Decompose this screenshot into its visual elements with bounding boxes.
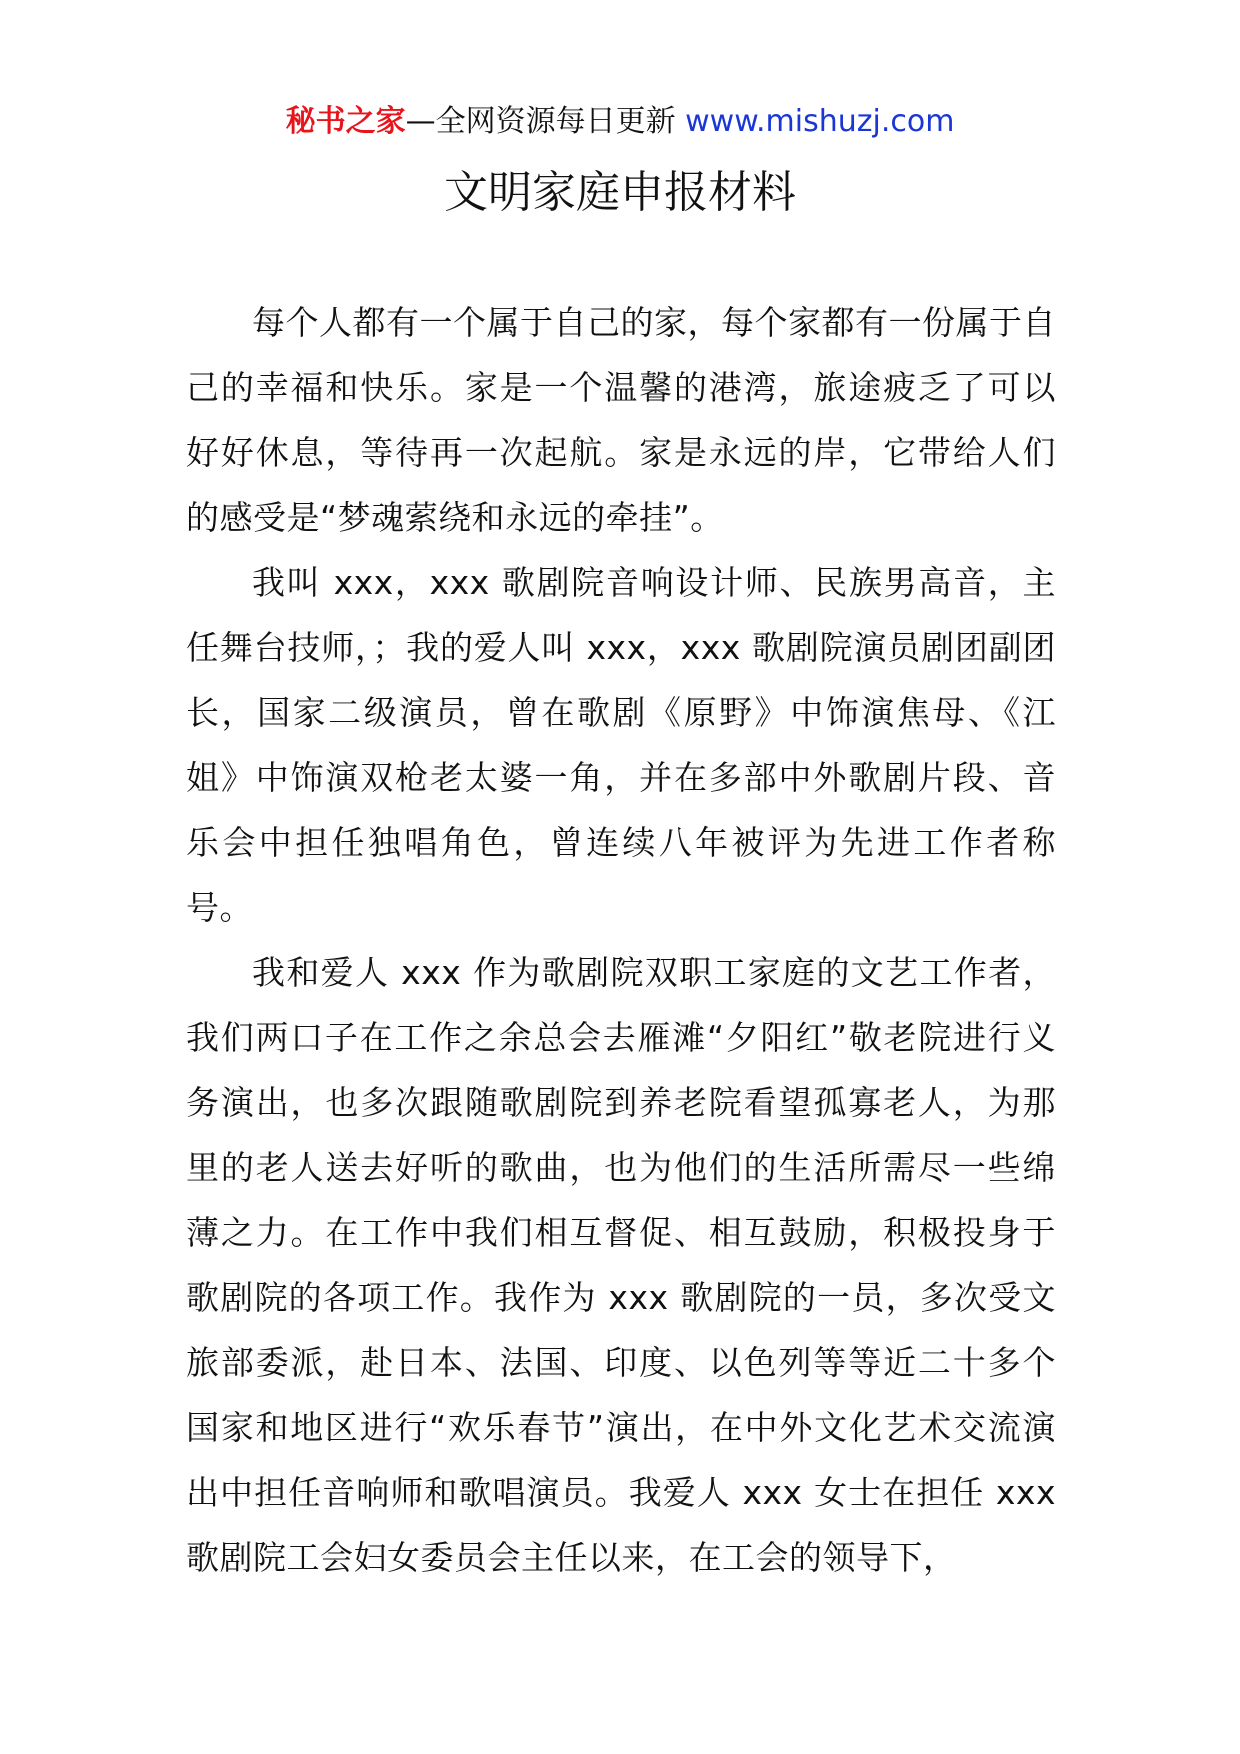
site-brand: 秘书之家	[285, 104, 406, 139]
paragraph-2: 我叫 xxx，xxx 歌剧院音响设计师、民族男高音，主任舞台技师，；我的爱人叫 xxx，xxx 歌剧院演员剧团副团长，国家二级演员，曾在歌剧《原野》中饰演焦母、《江姐》中饰演双枪老太婆一角，并在多部中外歌剧片段、音乐会中担任独唱角色，曾连续八年被评为先进工作者称号。	[186, 563, 1056, 927]
document-body	[186, 290, 1056, 1590]
paragraph-3: 我和爱人 xxx 作为歌剧院双职工家庭的文艺工作者，我们两口子在工作之余总会去雁滩“夕阳红”敬老院进行义务演出，也多次跟随歌剧院到养老院看望孤寡老人，为那里的老人送去好听的歌曲，也为他们的生活所需尽一些绵薄之力。在工作中我们相互督促、相互鼓励，积极投身于歌剧院的各项工作。我作为 xxx 歌剧院的一员，多次受文旅部委派，赴日本、法国、印度、以色列等等近二十多个国家和地区进行“欢乐春节”演出，在中外文化艺术交流演出中担任音响师和歌唱演员。我爱人 xxx 女士在担任 xxx 歌剧院工会妇女委员会主任以来，在工会的领导下，	[186, 953, 1056, 1577]
site-header	[0, 100, 1240, 144]
site-url-link[interactable]: www.mishuzj.com	[685, 104, 955, 139]
site-tagline: —全网资源每日更新	[405, 104, 686, 139]
document-title: 文明家庭申报材料	[444, 167, 796, 218]
paragraph-1: 每个人都有一个属于自己的家，每个家都有一份属于自己的幸福和快乐。家是一个温馨的港湾，旅途疲乏了可以好好休息，等待再一次起航。家是永远的岸，它带给人们的感受是“梦魂萦绕和永远的牵挂”。	[186, 303, 1056, 537]
